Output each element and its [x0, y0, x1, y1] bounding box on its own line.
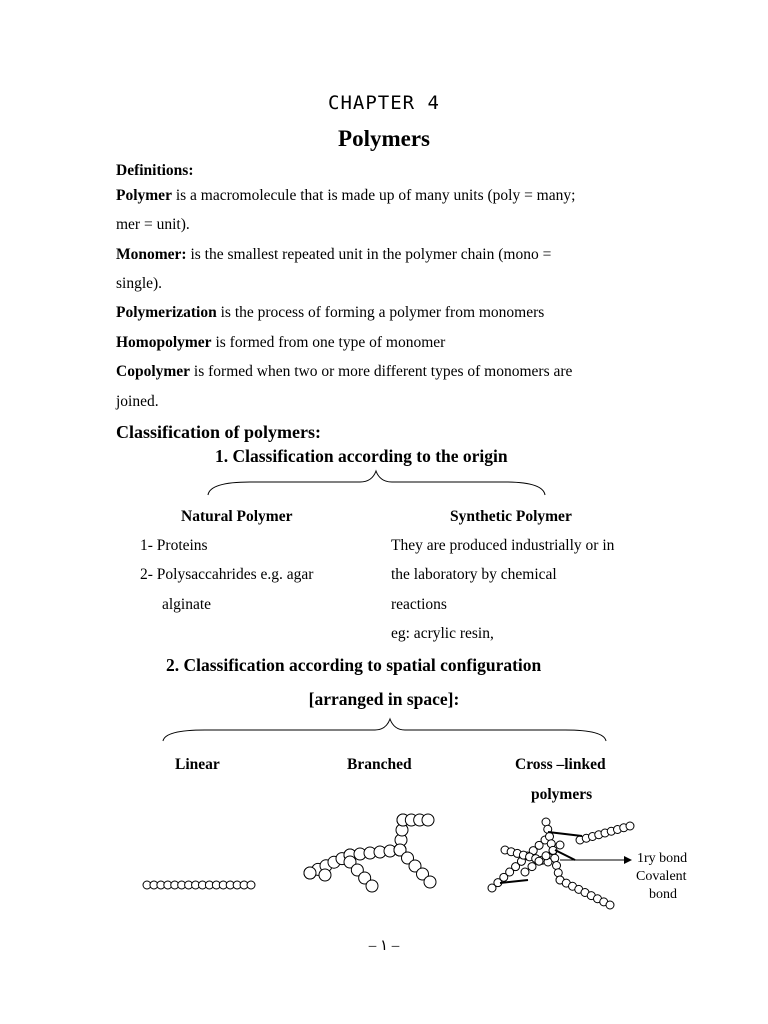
section2-heading: 2. Classification according to spatial configuration: [166, 655, 542, 675]
branched-bead: [422, 814, 434, 826]
branched-bead: [424, 876, 436, 888]
definition-term: Copolymer: [116, 363, 191, 380]
natural-item: 1- Proteins: [140, 537, 208, 554]
bond-label: bond: [649, 887, 677, 902]
definition-text: is formed when two or more different types of monomers are: [190, 363, 573, 380]
definition-monomer-cont: single).: [116, 275, 163, 292]
definition-text: is formed from one type of monomer: [211, 334, 446, 351]
type-linear: Linear: [175, 756, 220, 773]
type-branched: Branched: [347, 756, 412, 773]
type-cross-linked: Cross –linked: [515, 756, 606, 773]
synthetic-line: the laboratory by chemical: [391, 566, 557, 583]
crosslinked-bead: [528, 863, 536, 871]
crosslinked-bead: [542, 852, 550, 860]
natural-item: 2- Polysaccahrides e.g. agar: [140, 566, 314, 583]
page-number: – ١ –: [368, 938, 400, 954]
definition-text: is the smallest repeated unit in the polymer chain (mono =: [186, 246, 552, 263]
crosslinked-bead: [535, 857, 543, 865]
crosslinked-bead: [542, 818, 550, 826]
section2-subheading: [arranged in space]:: [308, 689, 460, 709]
arrow-head-icon: [624, 856, 632, 864]
definition-text: is the process of forming a polymer from monomers: [216, 304, 545, 321]
natural-polymer-heading: Natural Polymer: [181, 508, 293, 525]
section1-heading: 1. Classification according to the origin: [215, 446, 508, 466]
definition-text: is a macromolecule that is made up of many units (poly = many;: [171, 187, 576, 204]
linear-chain-bead: [247, 881, 255, 889]
page-title: Polymers: [338, 126, 430, 151]
crosslinked-bead: [553, 862, 561, 870]
crosslinked-bead: [556, 841, 564, 849]
synthetic-line: eg: acrylic resin,: [391, 625, 494, 642]
branched-bead: [366, 880, 378, 892]
crosslinked-bead: [521, 868, 529, 876]
synthetic-line: They are produced industrially or in: [391, 537, 615, 554]
synthetic-polymer-heading: Synthetic Polymer: [450, 508, 572, 525]
definition-term: Polymer: [116, 187, 172, 204]
bond-label: Covalent: [636, 869, 687, 884]
type-cross-linked-cont: polymers: [531, 786, 593, 803]
natural-item: alginate: [162, 596, 212, 613]
definition-term: Monomer:: [116, 246, 187, 263]
branched-bead: [304, 867, 316, 879]
definition-copolymer-cont: joined.: [116, 393, 159, 410]
branched-bead: [319, 869, 331, 881]
bond-label: 1ry bond: [637, 851, 688, 866]
crosslinked-bead: [606, 901, 614, 909]
chapter-label: CHAPTER 4: [328, 92, 440, 114]
crosslinked-bead: [626, 822, 634, 830]
definition-term: Homopolymer: [116, 334, 212, 351]
classification-heading: Classification of polymers:: [116, 422, 321, 442]
definition-polymer-cont: mer = unit).: [116, 216, 190, 233]
synthetic-line: reactions: [391, 596, 447, 613]
crosslinked-bead: [554, 869, 562, 877]
definitions-heading: Definitions:: [116, 162, 194, 179]
crosslinked-bead: [546, 833, 554, 841]
definition-term: Polymerization: [116, 304, 217, 321]
